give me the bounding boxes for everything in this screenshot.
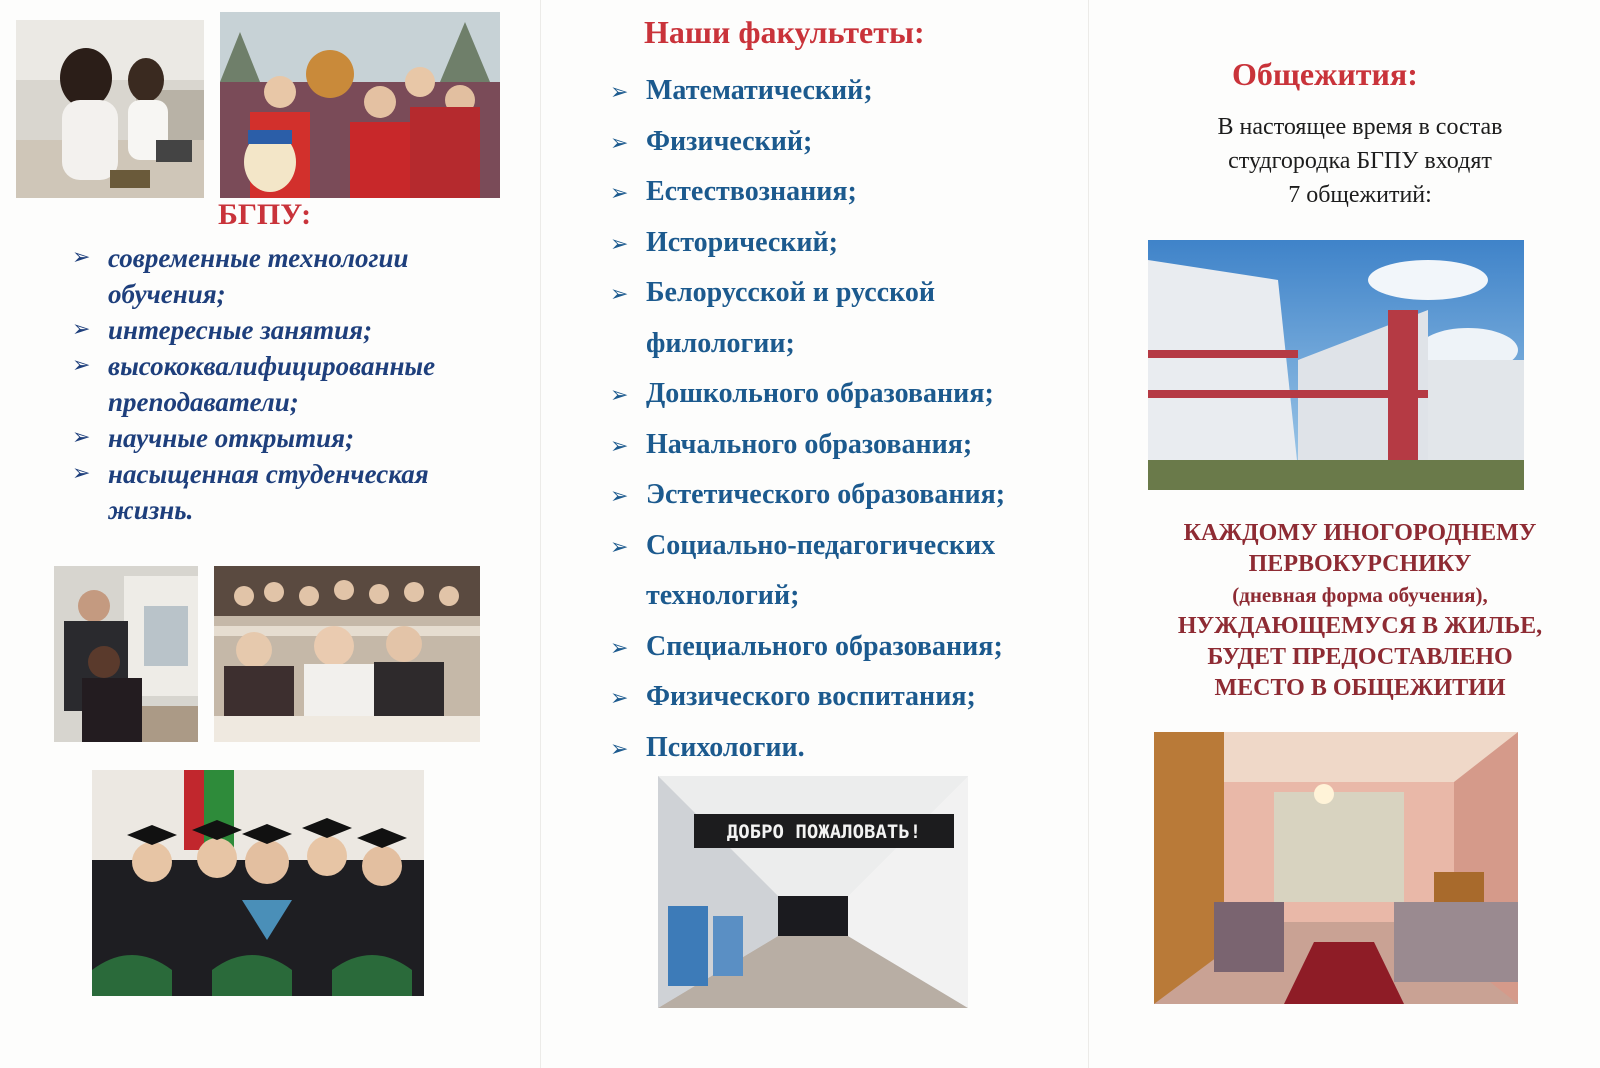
bgpu-advantages-list [72, 240, 512, 528]
fold-line-left [540, 0, 541, 1068]
dormitory-building-photo [1148, 240, 1524, 490]
list-item: ➢ Естествознания; [610, 167, 1080, 218]
list-item: ➢ высококвалифицированные преподаватели; [72, 348, 512, 420]
left-panel [0, 0, 540, 1068]
arrow-bullet-icon: ➢ [610, 484, 629, 509]
arrow-bullet-icon: ➢ [610, 282, 629, 307]
list-item: ➢ Физический; [610, 117, 1080, 168]
list-item: ➢ Физического воспитания; [610, 672, 1080, 723]
arrow-bullet-icon: ➢ [610, 231, 629, 257]
arrow-bullet-icon: ➢ [610, 686, 629, 711]
bgpu-title: БГПУ: [218, 198, 312, 231]
dormitories-intro: В настоящее время в состав студгородка БГПУ входят 7 общежитий: [1217, 114, 1503, 208]
list-item: ➢ современные технологии обучения; [72, 240, 512, 312]
dormitory-room-photo [1154, 732, 1518, 1004]
welcome-banner-text: ДОБРО ПОЖАЛОВАТЬ! [726, 821, 922, 843]
list-item: ➢ Математический; [610, 66, 1080, 117]
arrow-bullet-icon: ➢ [72, 461, 91, 486]
classroom-teacher-photo [54, 566, 198, 742]
arrow-bullet-icon: ➢ [610, 130, 629, 156]
arrow-bullet-icon: ➢ [610, 736, 629, 762]
right-panel [1120, 0, 1600, 1068]
arrow-bullet-icon: ➢ [610, 433, 629, 459]
graduation-photo [92, 770, 424, 996]
lecture-hall-photo [214, 566, 480, 742]
list-item: ➢ интересные занятия; [72, 312, 512, 348]
arrow-bullet-icon: ➢ [610, 635, 629, 661]
dormitory-notice: КАЖДОМУ ИНОГОРОДНЕМУ ПЕРВОКУРСНИКУ (дневная форма обучения), НУЖДАЮЩЕМУСЯ В ЖИЛЬЕ, БУДЕТ ПРЕДОСТАВЛЕНО МЕСТО В ОБЩЕЖИТИИ [1177, 520, 1543, 701]
corridor-photo [658, 776, 968, 1008]
arrow-bullet-icon: ➢ [610, 181, 629, 206]
arrow-bullet-icon: ➢ [72, 317, 91, 342]
arrow-bullet-icon: ➢ [72, 245, 91, 270]
list-item: ➢ Специального образования; [610, 622, 1080, 673]
faculties-title: Наши факультеты: [644, 14, 925, 50]
arrow-bullet-icon: ➢ [72, 425, 91, 450]
list-item: ➢ насыщенная студенческая жизнь. [72, 456, 512, 528]
faculties-list [610, 66, 1080, 773]
list-item: ➢ научные открытия; [72, 420, 512, 456]
list-item: ➢ Психологии. [610, 723, 1080, 774]
fold-line-right [1088, 0, 1089, 1068]
middle-panel [548, 0, 1088, 1068]
winter-festival-photo [220, 12, 500, 198]
lab-students-photo [16, 20, 204, 198]
list-item: ➢ Эстетического образования; [610, 470, 1080, 521]
arrow-bullet-icon: ➢ [72, 353, 91, 378]
dormitories-title: Общежития: [1232, 56, 1418, 92]
list-item: ➢ Исторический; [610, 218, 1080, 269]
list-item: ➢ Белорусской и русской филологии; [610, 268, 986, 369]
list-item: ➢ Начального образования; [610, 420, 1080, 471]
arrow-bullet-icon: ➢ [610, 80, 629, 105]
list-item: ➢ Дошкольного образования; [610, 369, 1080, 420]
arrow-bullet-icon: ➢ [610, 383, 629, 408]
arrow-bullet-icon: ➢ [610, 534, 629, 560]
list-item: ➢ Социально-педагогических технологий; [610, 521, 1066, 622]
